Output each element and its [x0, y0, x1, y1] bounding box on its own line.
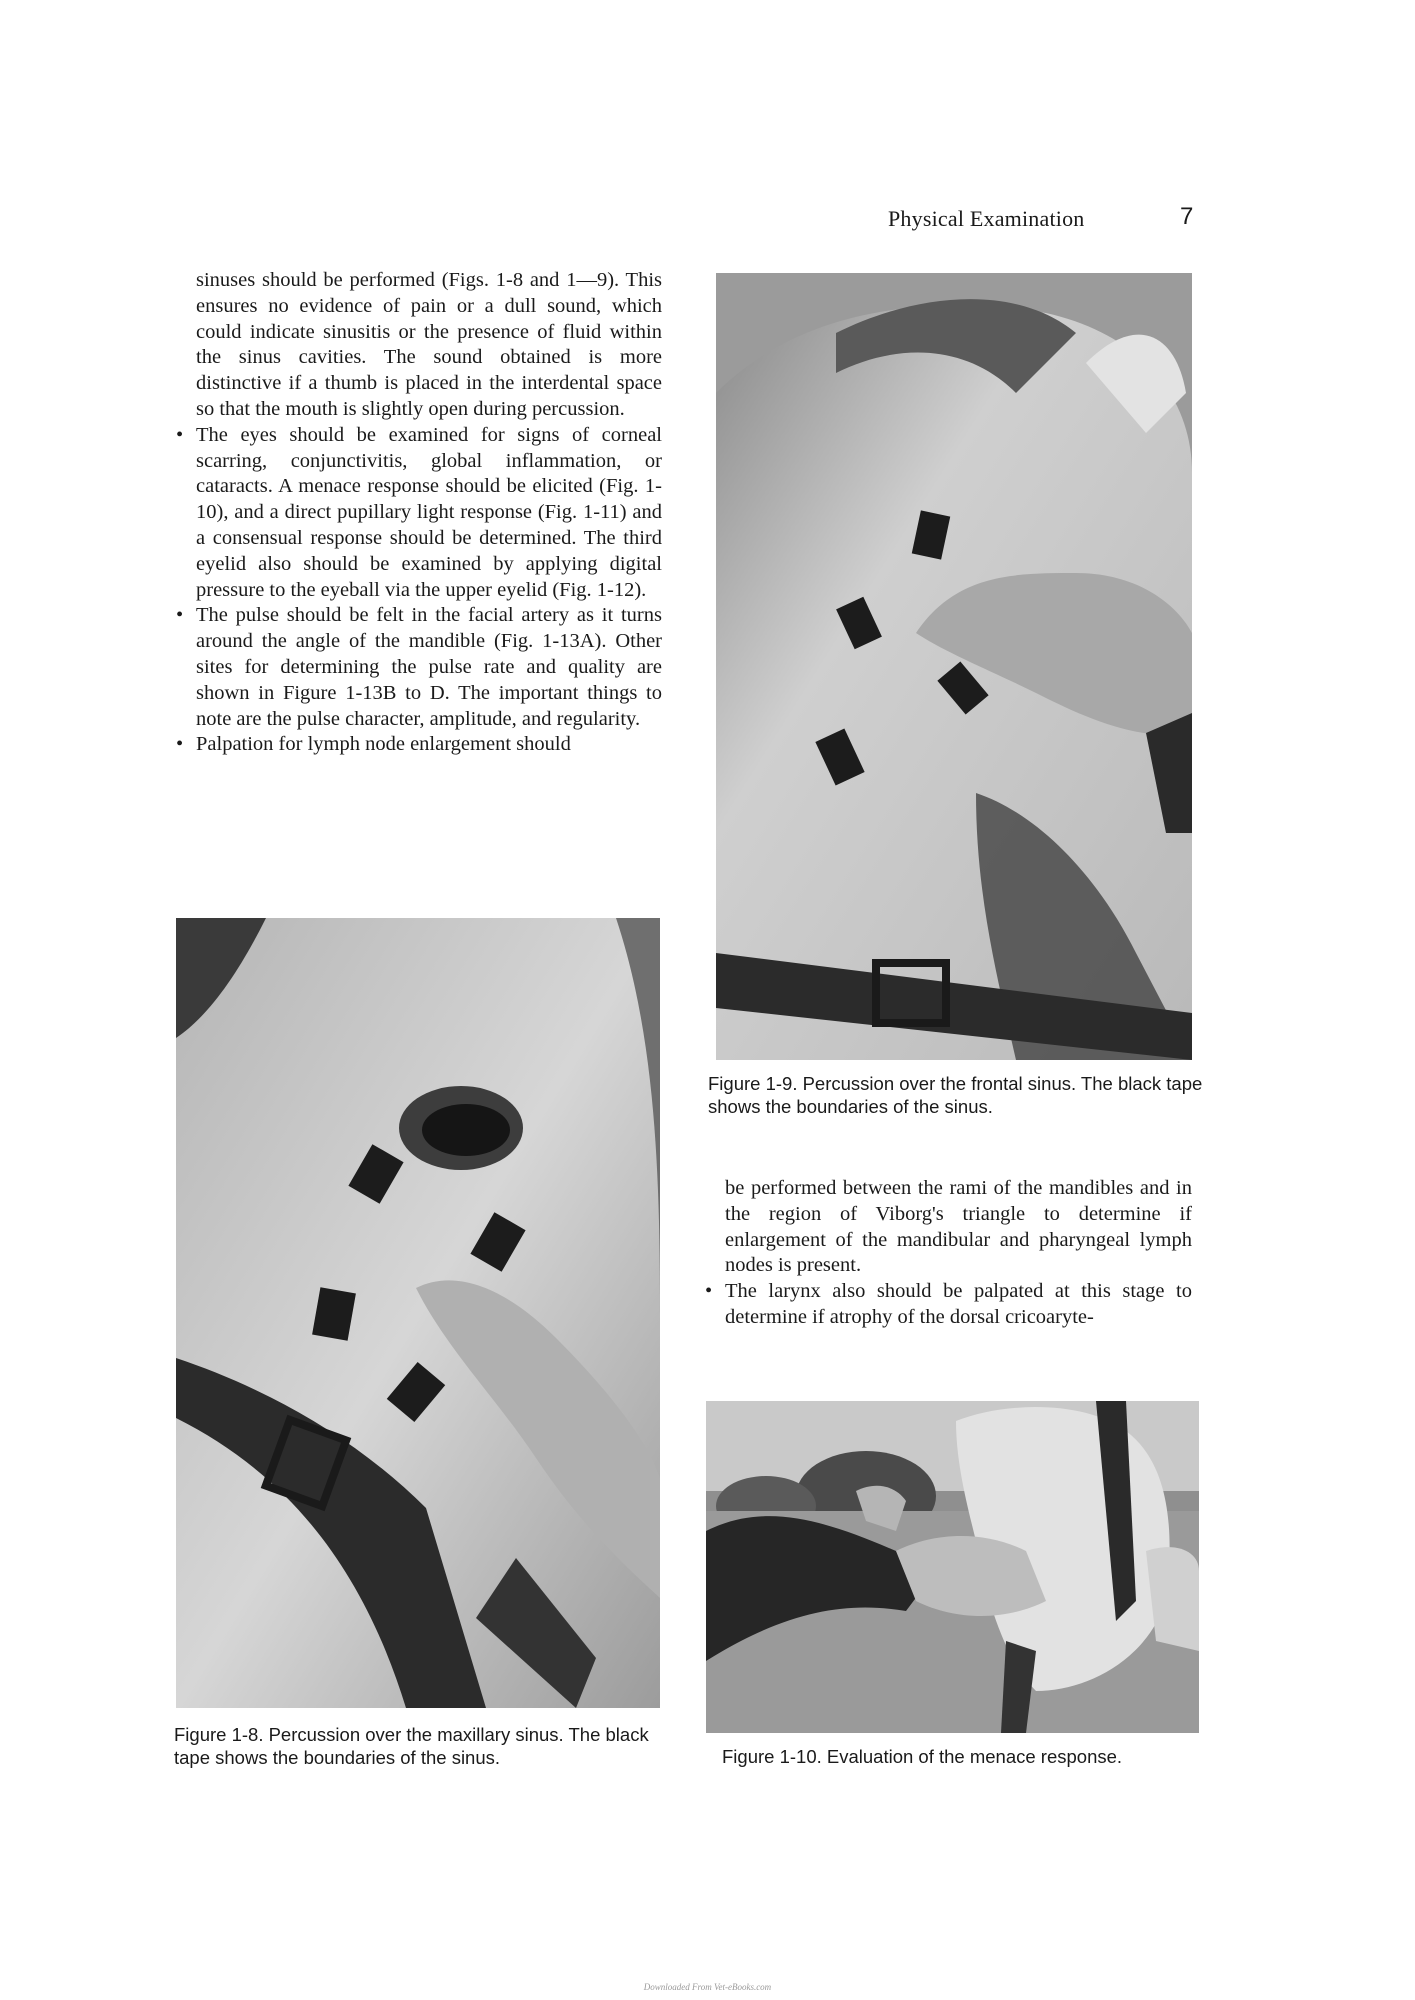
bullet-glyph: •: [176, 604, 184, 627]
list-item-text: The larynx also should be palpated at this stage to determine if atrophy of the dorsal cricoaryte-: [725, 1280, 1192, 1328]
bullet-glyph: •: [705, 1280, 713, 1303]
list-item: [176, 732, 662, 758]
figure-1-8-photo: [176, 918, 660, 1708]
figure-1-10-photo: [706, 1401, 1199, 1733]
figure-1-9-caption: Figure 1-9. Percussion over the frontal sinus. The black tape shows the boundaries of the sinus.: [708, 1073, 1203, 1117]
list-item-text: The pulse should be felt in the facial artery as it turns around the angle of the mandible (Fig. 1-13A). Other sites for determining the pulse rate and quality are shown in Figure 1-13B to D. The important things to note are the pulse character, amplitude, and regularity.: [196, 604, 662, 730]
list-item-text: Palpation for lymph node enlargement should: [196, 733, 571, 756]
figure-1-8-caption: Figure 1-8. Percussion over the maxillary sinus. The black tape shows the boundaries of the sinus.: [174, 1724, 649, 1768]
list-item: [705, 1279, 1192, 1331]
bullet-list: [176, 423, 662, 758]
list-item: [176, 423, 662, 604]
figure-1-10-caption: Figure 1-10. Evaluation of the menace response.: [722, 1746, 1123, 1767]
paragraph-continuation: be performed between the rami of the mandibles and in the region of Viborg's triangle to determine if enlargement of the mandibular and pharyngeal lymph nodes is present.: [725, 1177, 1192, 1277]
page-number: 7: [1180, 203, 1194, 230]
running-title: Physical Examination: [888, 206, 1085, 231]
list-item: [176, 603, 662, 732]
body-column-left: [176, 268, 662, 758]
bullet-glyph: •: [176, 423, 184, 446]
footer-watermark: Downloaded From Vet-eBooks.com: [643, 1982, 772, 1992]
paragraph-continuation: sinuses should be performed (Figs. 1-8 and 1—9). This ensures no evidence of pain or a dull sound, which could indicate sinusitis or the presence of fluid within the sinus cavities. The sound obtained is more distinctive if a thumb is placed in the interdental space so that the mouth is slightly open during percussion.: [196, 269, 662, 420]
body-column-right: [705, 1176, 1192, 1331]
figure-1-9-photo: [716, 273, 1192, 1060]
bullet-glyph: •: [176, 733, 184, 756]
list-item-text: The eyes should be examined for signs of corneal scarring, conjunctivitis, global inflammation, or cataracts. A menace response should be elicited (Fig. 1-10), and a direct pupillary light response (Fig. 1-11) and a consensual response should be determined. The third eyelid also should be examined by applying digital pressure to the eyeball via the upper eyelid (Fig. 1-12).: [196, 423, 662, 601]
bullet-list: [705, 1279, 1192, 1331]
